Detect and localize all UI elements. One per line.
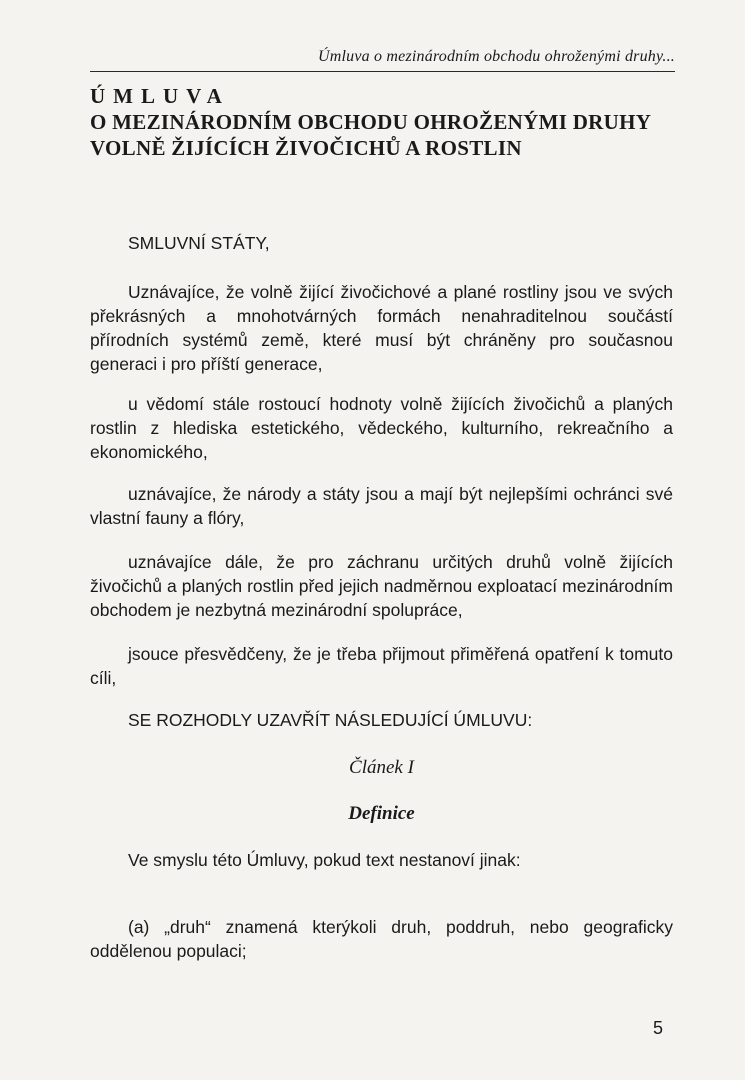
article-label: Článek I [349,757,414,778]
preamble-clause-5: jsouce přesvědčeny, že je třeba přijmout přiměřená opatření k tomuto cíli, [90,644,673,688]
title-line-3: VOLNĚ ŽIJÍCÍCH ŽIVOČICHŮ A ROSTLIN [90,136,522,160]
article-intro: Ve smyslu této Úmluvy, pokud text nestanoví jinak: [128,850,521,870]
title-line-1: ÚMLUVA [90,84,230,108]
header-rule [90,71,675,72]
preamble-clause-3: uznávajíce, že národy a státy jsou a mají být nejlepšími ochránci své vlastní fauny a flóry, [90,484,673,528]
article-item-a: (a) „druh“ znamená kterýkoli druh, poddruh, nebo geograficky oddělenou populaci; [90,917,673,961]
preamble-opening: SMLUVNÍ STÁTY, [128,233,270,253]
document-title [90,83,675,161]
article-heading: Definice [348,803,415,824]
preamble-clause-1: Uznávajíce, že volně žijící živočichové a plané rostliny jsou ve svých překrásných a mnohotvárných formách nenahraditelnou součástí přírodních systémů země, které musí být chráněny pro současnou generaci i pro příští generace, [90,282,673,374]
running-header: Úmluva o mezinárodním obchodu ohroženými druhy... [317,48,675,65]
preamble-clause-4: uznávajíce dále, že pro záchranu určitých druhů volně žijících živočichů a planých rostlin před jejich nadměrnou exploatací mezinárodním obchodem je nezbytná mezinárodní spolupráce, [90,552,673,620]
preamble-resolution: SE ROZHODLY UZAVŘÍT NÁSLEDUJÍCÍ ÚMLUVU: [128,710,533,730]
preamble-clause-2: u vědomí stále rostoucí hodnoty volně žijících živočichů a planých rostlin z hlediska estetického, vědeckého, kulturního, rekreačního a ekonomického, [90,394,673,462]
page-number: 5 [652,1018,663,1038]
title-line-2: O MEZINÁRODNÍM OBCHODU OHROŽENÝMI DRUHY [90,110,652,134]
